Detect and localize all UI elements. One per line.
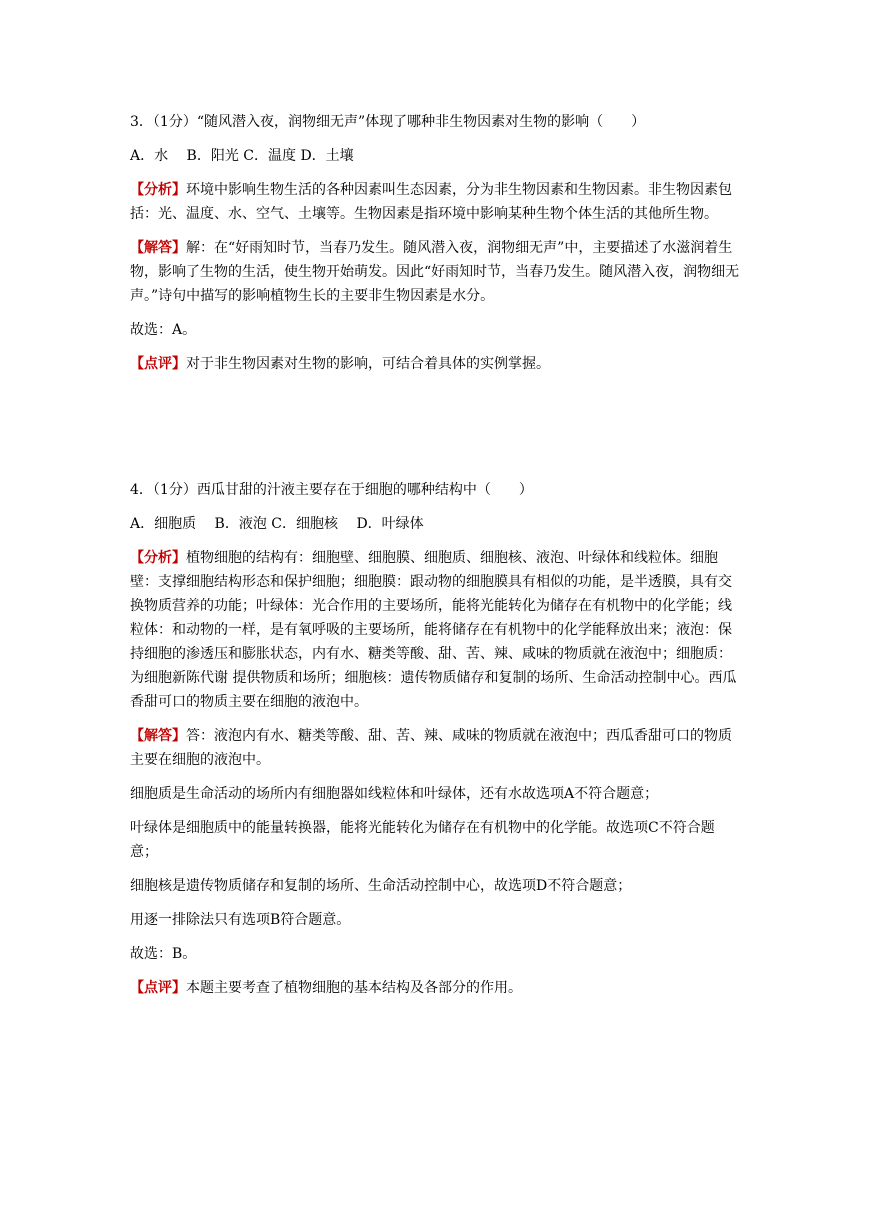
comment-text: 对于非生物因素对生物的影响，可结合着具体的实例掌握。 [186, 356, 550, 372]
comment-tag: 【点评】 [130, 980, 186, 996]
answer-text: 答：液泡内有水、糖类等酸、甜、苦、辣、咸味的物质就在液泡中；西瓜香甜可口的物质主要在细胞的液泡中。 [130, 728, 732, 768]
answer-tag: 【解答】 [130, 240, 186, 256]
question-3 [130, 110, 742, 376]
answer-block [130, 236, 742, 308]
analysis-text: 植物细胞的结构有：细胞壁、细胞膜、细胞质、细胞核、液泡、叶绿体和线粒体。细胞壁：支撑细胞结构形态和保护细胞；细胞膜：跟动物的细胞膜具有相似的功能，是半透膜，具有交换物质营养的功能；叶绿体：光合作用的主要场所，能将光能转化为储存在有机物中的化学能；线粒体：和动物的一样，是有氧呼吸的主要场所，能将储存在有机物中的化学能释放出来；液泡：保持细胞的渗透压和膨胀状态，内有水、糖类等酸、甜、苦、辣、咸味的物质就在液泡中；细胞质：为细胞新陈代谢 提供物质和场所；细胞核：遗传物质储存和复制的场所、生命活动控制中心。西瓜香甜可口的物质主要在细胞的液泡中。 [130, 550, 737, 710]
comment-block [130, 976, 742, 1000]
analysis-block [130, 178, 742, 226]
analysis-block [130, 546, 742, 714]
answer-text: 解：在“好雨知时节，当春乃发生。随风潜入夜，润物细无声”中，主要描述了水滋润着生物，影响了生物的生活，使生物开始萌发。因此“好雨知时节，当春乃发生。随风潜入夜，润物细无声。”诗句中描写的影响植物生长的主要非生物因素是水分。 [130, 240, 740, 304]
comment-text: 本题主要考查了植物细胞的基本结构及各部分的作用。 [186, 980, 522, 996]
analysis-text: 环境中影响生物生活的各种因素叫生态因素，分为非生物因素和生物因素。非生物因素包括：光、温度、水、空气、土壤等。生物因素是指环境中影响某种生物个体生活的其他所生物。 [130, 182, 732, 222]
final-choice: 故选：A。 [130, 322, 197, 338]
question-4 [130, 478, 742, 1000]
comment-tag: 【点评】 [130, 356, 186, 372]
explanation-line: 细胞核是遗传物质储存和复制的场所、生命活动控制中心，故选项D不符合题意； [130, 878, 632, 894]
answer-tag: 【解答】 [130, 728, 186, 744]
analysis-tag: 【分析】 [130, 182, 186, 198]
comment-block [130, 352, 742, 376]
explanation-line: 细胞质是生命活动的场所内有细胞器如线粒体和叶绿体，还有水故选项A不符合题意； [130, 786, 659, 802]
analysis-tag: 【分析】 [130, 550, 186, 566]
explanation-line: 叶绿体是细胞质中的能量转换器，能将光能转化为储存在有机物中的化学能。故选项C不符合题意； [130, 820, 715, 860]
question-options: A．细胞质 B．液泡 C．细胞核 D．叶绿体 [130, 516, 424, 532]
question-stem: 3．（1分）“随风潜入夜，润物细无声”体现了哪种非生物因素对生物的影响（ ） [130, 114, 646, 130]
question-stem: 4．（1分）西瓜甘甜的汁液主要存在于细胞的哪种结构中（ ） [130, 482, 533, 498]
answer-block [130, 724, 742, 772]
question-options: A．水 B．阳光 C．温度 D．土壤 [130, 148, 354, 164]
final-choice: 故选：B。 [130, 946, 197, 962]
explanation-line: 用逐一排除法只有选项B符合题意。 [130, 912, 351, 928]
